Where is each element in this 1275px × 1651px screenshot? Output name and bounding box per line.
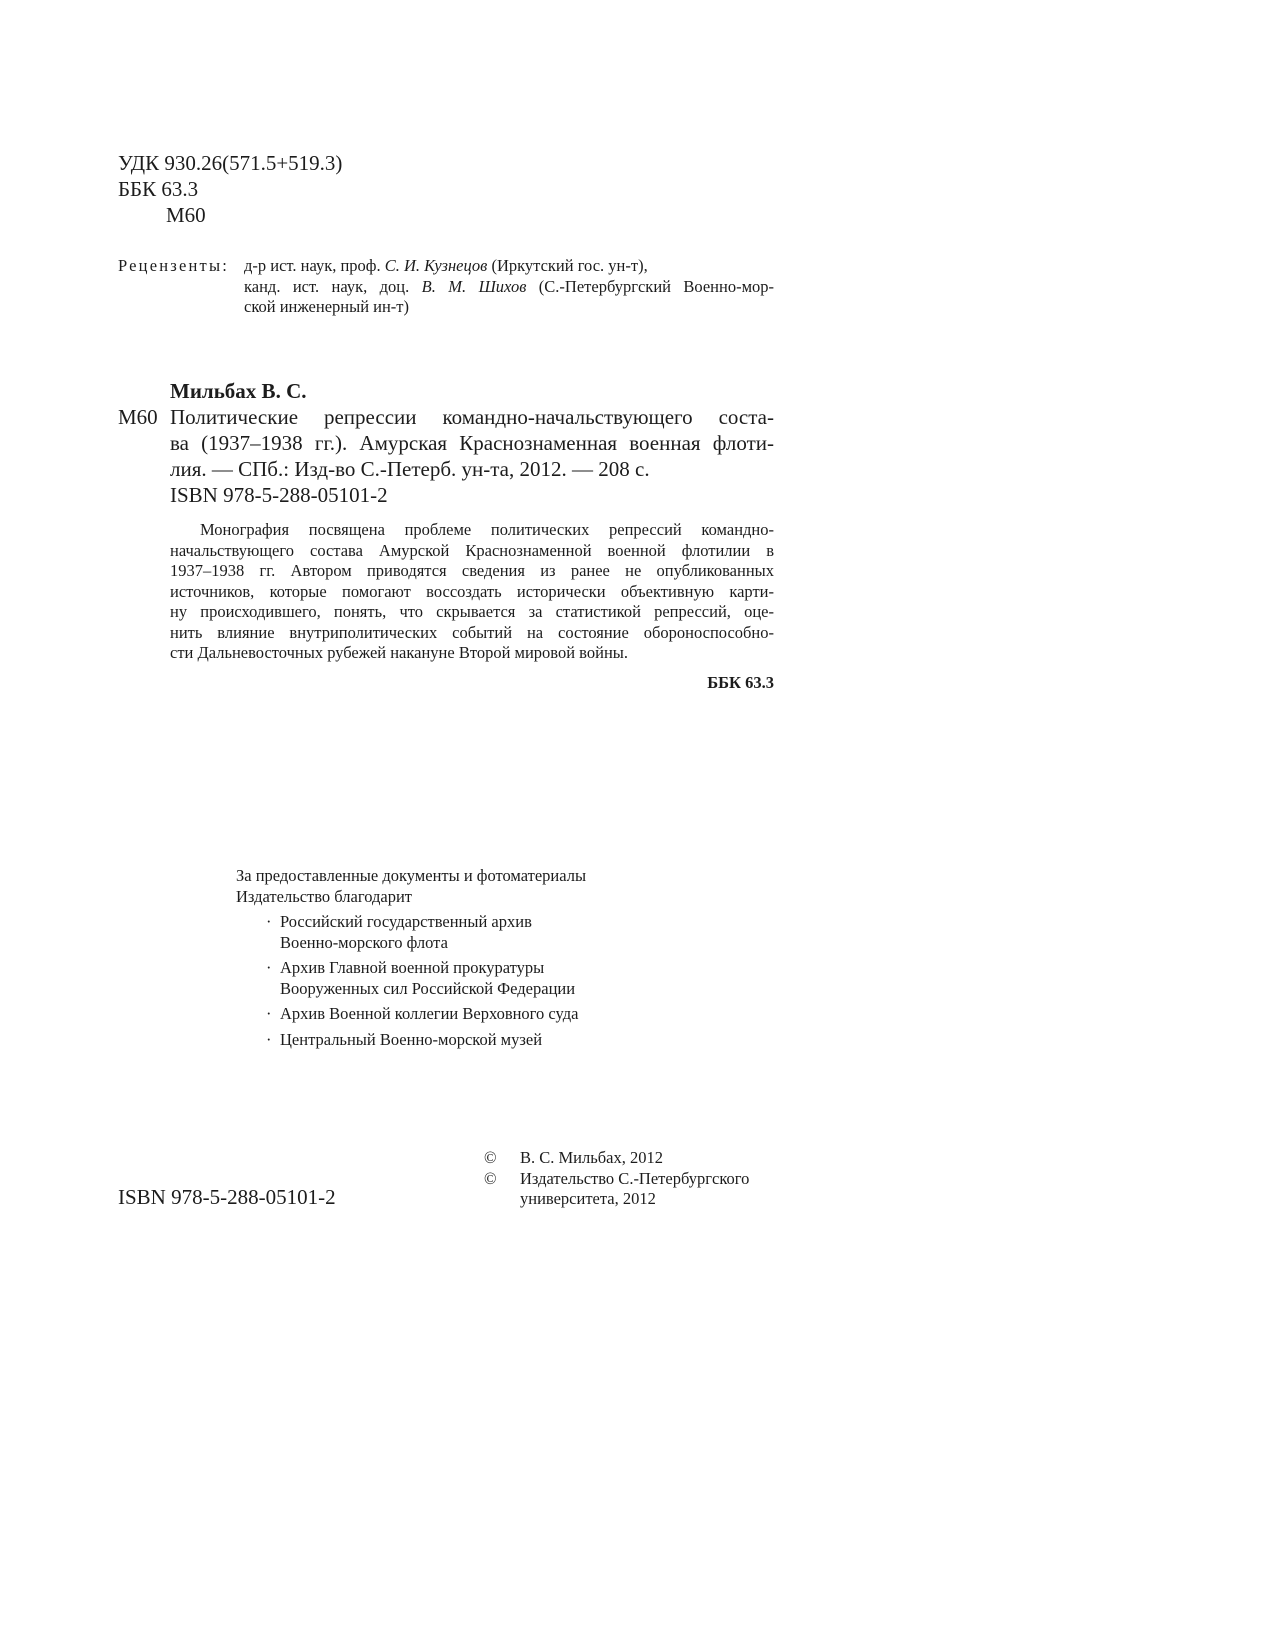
copyright-icon: © (484, 1148, 497, 1167)
author-mark: М60 (166, 203, 206, 227)
bullet-dot: · (266, 1029, 272, 1049)
abstract-line: сти Дальневосточных рубежей накануне Второй мировой войны. (170, 643, 628, 662)
footer-isbn: ISBN 978-5-288-05101-2 (118, 1185, 336, 1209)
bib-entry (170, 404, 774, 508)
reviewer-1-name: С. И. Кузнецов (384, 256, 488, 275)
copyright-block (484, 1148, 749, 1210)
bullet-dot: · (266, 1004, 272, 1023)
copyright-icon: © (484, 1168, 497, 1188)
reviewers-block (244, 256, 774, 318)
abstract-line: начальствующего состава Амурской Краснознаменной военной флотилии в (170, 540, 774, 560)
list-item: · Архив Военной коллегии Верховного суда (266, 1004, 579, 1023)
list-item: · Российский государственный архив Военно-морского флота (266, 912, 532, 952)
bib-code: М60 (118, 405, 158, 429)
bullet-dot: · (266, 912, 272, 931)
abstract-line: 1937–1938 гг. Автором приводятся сведения из ранее не опубликованных (170, 561, 774, 580)
reviewer-1: д-р ист. наук, проф. С. И. Кузнецов (Иркутский гос. ун-т), (244, 256, 648, 275)
copyright-author: © В. С. Мильбах, 2012 (484, 1148, 663, 1167)
book-title-line-1: Политические репрессии командно-начальствующего соста- (170, 405, 774, 429)
ack-line-2: Издательство благодарит (236, 886, 412, 906)
ack-line-1: За предоставленные документы и фотоматериалы (236, 866, 587, 885)
abstract (170, 520, 774, 664)
bbk-code: ББК 63.3 (118, 177, 199, 201)
book-isbn: ISBN 978-5-288-05101-2 (170, 483, 388, 507)
bullet-dot: · (266, 958, 272, 977)
abstract-line: ну происходившего, понять, что скрывается за статистикой репрессий, оце- (170, 602, 774, 621)
book-imprint: лия. — СПб.: Изд-во С.-Петерб. ун-та, 2012. — 208 с. (170, 457, 650, 481)
copyright-publisher: © Издательство С.-Петербургского университета, 2012 (484, 1168, 750, 1208)
list-item: · Архив Главной военной прокуратуры Вооруженных сил Российской Федерации (266, 958, 576, 998)
abstract-line: Монография посвящена проблеме политических репрессий командно- (200, 520, 774, 539)
classification-block (118, 150, 342, 228)
reviewer-2: канд. ист. наук, доц. В. М. Шихов (С.-Петербургский Военно-мор- (244, 276, 775, 296)
book-author: Мильбах В. С. (170, 379, 307, 403)
udk-code: УДК 930.26(571.5+519.3) (118, 151, 343, 175)
reviewer-2-name: В. М. Шихов (421, 276, 527, 296)
reviewers-label: Рецензенты: (118, 256, 230, 275)
ack-list (266, 912, 578, 1050)
acknowledgements (236, 866, 586, 907)
abstract-bbk: ББК 63.3 (707, 673, 774, 692)
abstract-line: нить влияние внутриполитических событий на состояние обороноспособно- (170, 622, 774, 642)
list-item: · Центральный Военно-морской музей (266, 1029, 543, 1049)
book-title-line-2: ва (1937–1938 гг.). Амурская Краснознаменная военная флоти- (170, 431, 774, 455)
reviewer-2-cont: ской инженерный ин-т) (244, 297, 410, 316)
abstract-line: источников, которые помогают воссоздать исторически объективную карти- (170, 581, 774, 601)
